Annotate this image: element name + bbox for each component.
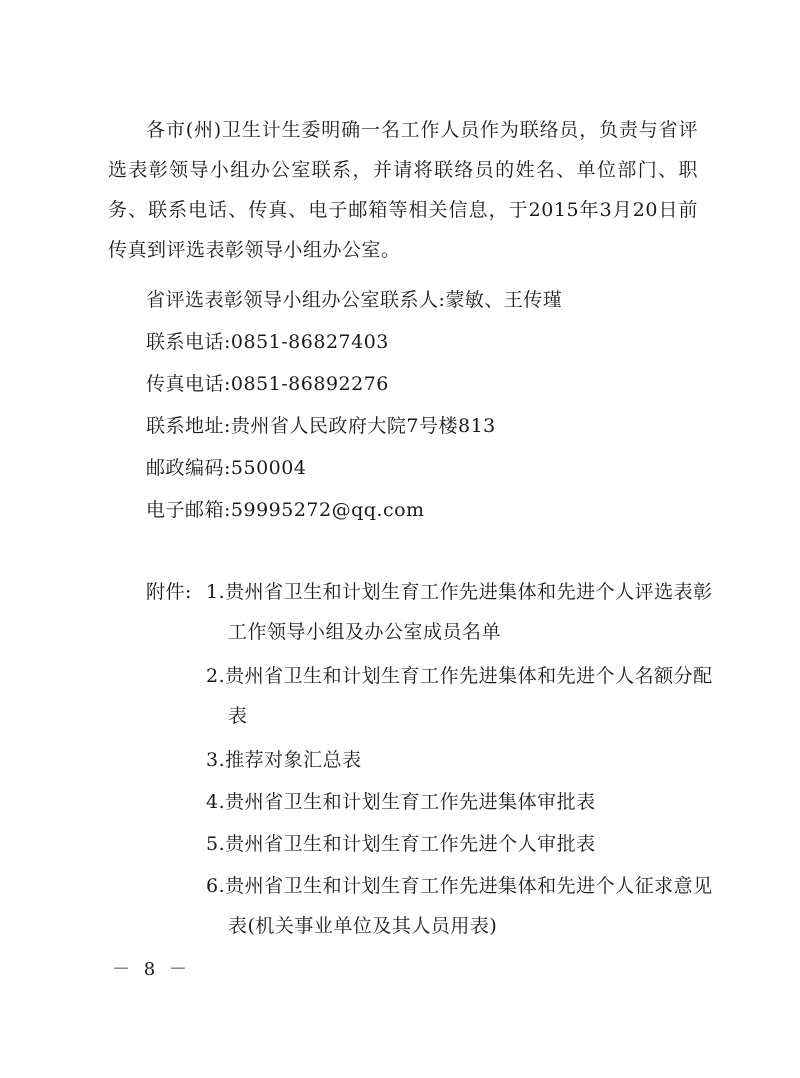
attachment-item-4 bbox=[206, 782, 718, 822]
attachment-number: 2. bbox=[206, 665, 226, 687]
attachment-title: 贵州省卫生和计划生育工作先进集体审批表 bbox=[225, 791, 596, 813]
address-line: 联系地址:贵州省人民政府大院7号楼813 bbox=[146, 415, 496, 437]
attachment-number: 4. bbox=[206, 791, 226, 813]
attachment-title: 推荐对象汇总表 bbox=[225, 749, 362, 771]
liaison-paragraph: 各市(州)卫生计生委明确一名工作人员作为联络员，负责与省评选表彰领导小组办公室联系，并请将联络员的姓名、单位部门、职务、联系电话、传真、电子邮箱等相关信息，于2015年3月20日前传真到评选表彰领导小组办公室。 bbox=[108, 119, 698, 261]
postcode-line: 邮政编码:550004 bbox=[146, 457, 307, 479]
attachment-number: 5. bbox=[206, 833, 226, 855]
attachment-item-3 bbox=[206, 740, 718, 780]
fax-line: 传真电话:0851-86892276 bbox=[146, 373, 389, 395]
attachment-number: 6. bbox=[206, 875, 226, 897]
attachment-title: 贵州省卫生和计划生育工作先进集体和先进个人评选表彰工作领导小组及办公室成员名单 bbox=[225, 581, 713, 643]
page-number: － 8 － bbox=[112, 959, 191, 980]
attachment-item-6 bbox=[206, 866, 718, 946]
attachment-title: 贵州省卫生和计划生育工作先进集体和先进个人征求意见表(机关事业单位及其人员用表) bbox=[225, 875, 713, 937]
office-contact-line: 省评选表彰领导小组办公室联系人:蒙敏、王传瑾 bbox=[146, 289, 563, 311]
attachment-item-5 bbox=[206, 824, 718, 864]
attachment-number: 3. bbox=[206, 749, 226, 771]
attachment-title: 贵州省卫生和计划生育工作先进集体和先进个人名额分配表 bbox=[225, 665, 713, 727]
attachment-item-1 bbox=[206, 572, 718, 652]
attachment-item-2 bbox=[206, 656, 718, 736]
email-line: 电子邮箱:59995272@qq.com bbox=[146, 499, 425, 521]
attachment-number: 1. bbox=[206, 581, 226, 603]
attachment-title: 贵州省卫生和计划生育工作先进个人审批表 bbox=[225, 833, 596, 855]
phone-line: 联系电话:0851-86827403 bbox=[146, 331, 389, 353]
attachments-label: 附件: bbox=[146, 581, 192, 603]
